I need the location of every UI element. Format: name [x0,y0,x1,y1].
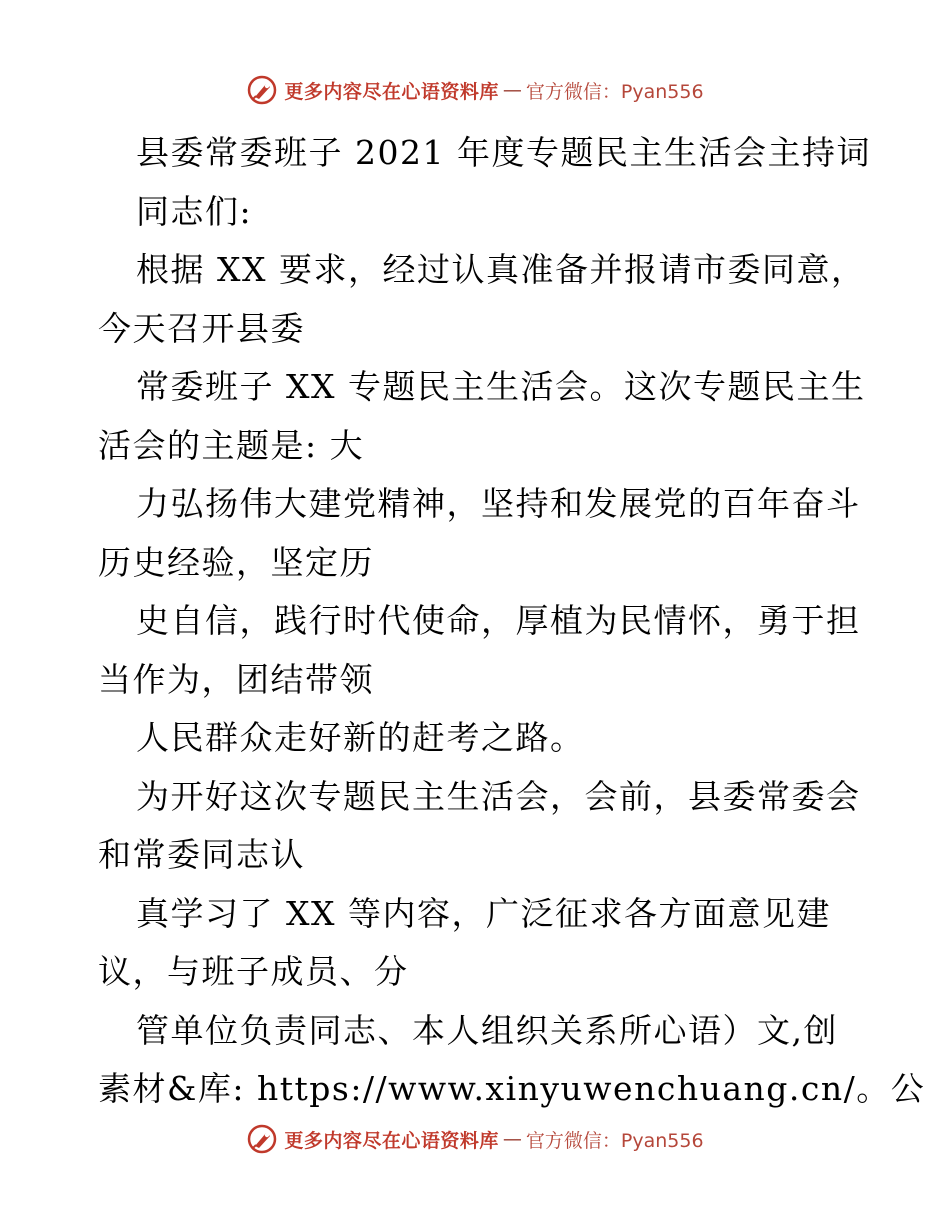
banner-wechat: 官方微信：Pyan556 [525,1129,704,1152]
document-body [98,124,926,1119]
document-line: 素材&库: https://www.xinyuwenchuang.cn/。公 [98,1069,926,1108]
pen-nib-circle-icon [246,1123,278,1155]
document-line: 人民群众走好新的赶考之路。 [136,718,585,757]
banner-wechat: 官方微信：Pyan556 [525,80,704,103]
document-line: 县委常委班子 2021 年度专题民主生活会主持词 [136,133,871,172]
document-line: 今天召开县委 [98,308,305,348]
document-line: 力弘扬伟大建党精神，坚持和发展党的百年奋斗 [136,484,861,523]
pen-nib-circle-icon [246,74,278,106]
document-line: 当作为，团结带领 [98,659,374,699]
banner-separator: — [502,1128,522,1150]
header-watermark-banner [0,70,950,110]
document-line: 真学习了 XX 等内容，广泛征求各方面意见建 [136,893,831,933]
document-line: 史自信，践行时代使命，厚植为民情怀，勇于担 [136,601,861,640]
document-line: 管单位负责同志、本人组织关系所心语）文,创 [136,1010,838,1050]
document-line: 为开好这次专题民主生活会，会前，县委常委会 [136,776,861,816]
document-line: 同志们: [136,191,253,231]
document-line: 和常委同志认 [98,835,305,874]
banner-text: 更多内容尽在心语资料库 [284,1129,499,1152]
document-line: 议，与班子成员、分 [98,952,409,991]
document-line: 活会的主题是: 大 [98,425,365,465]
document-line: 历史经验，坚定历 [98,542,374,582]
banner-text: 更多内容尽在心语资料库 [284,80,499,103]
banner-separator: — [502,79,522,101]
document-line: 根据 XX 要求，经过认真准备并报请市委同意， [136,250,866,289]
footer-watermark-banner [0,1119,950,1159]
document-line: 常委班子 XX 专题民主生活会。这次专题民主生 [136,367,866,406]
